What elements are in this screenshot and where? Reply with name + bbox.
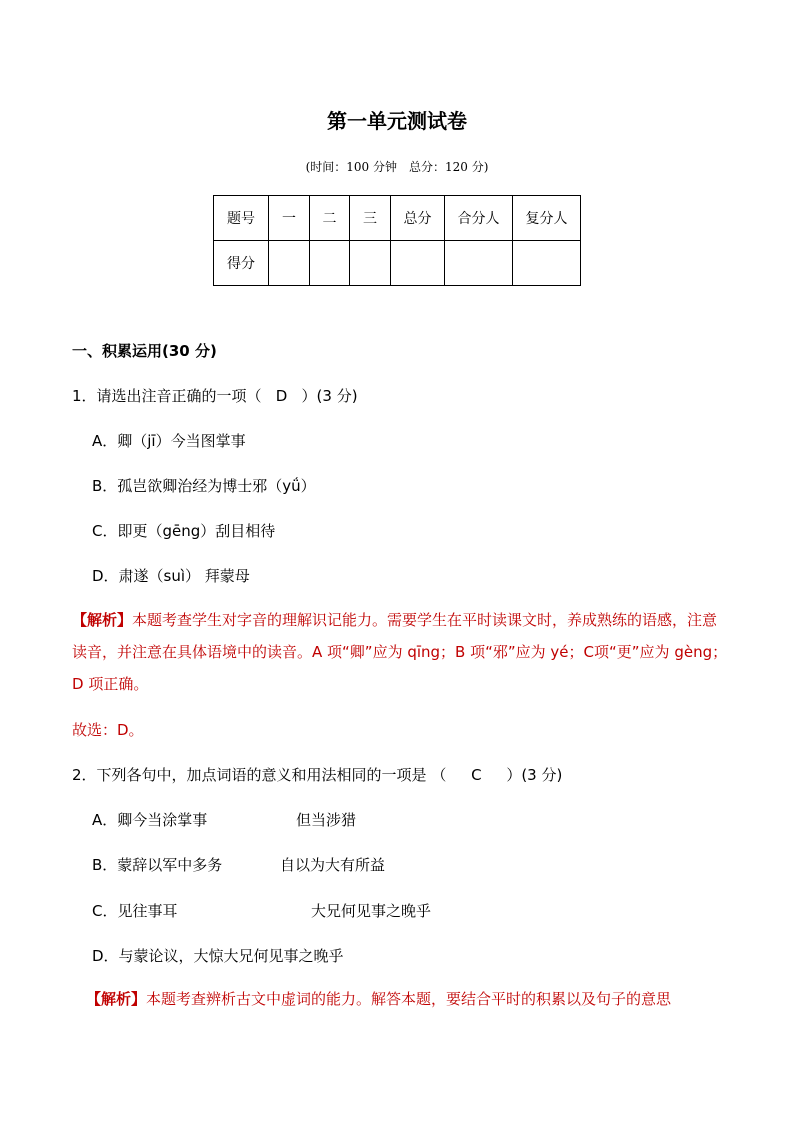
table-cell: 合分人 (445, 196, 513, 241)
analysis-tag: 【解析】 (86, 990, 147, 1008)
option-a: A．卿今当涂掌事 (92, 811, 208, 829)
section-heading: 一、积累运用(30 分) (72, 342, 217, 360)
table-cell: 得分 (214, 241, 269, 286)
table-row (214, 241, 581, 286)
page-title: 第一单元测试卷 (327, 109, 467, 133)
option-a: A．卿（jī）今当图掌事 (92, 432, 246, 450)
answer-text: D (275, 387, 288, 405)
option-b: B．蒙辞以军中多务 (92, 856, 223, 874)
option-c: C．见往事耳 (92, 902, 178, 920)
analysis-block (72, 604, 732, 700)
stem-text: ）(3 分) (506, 766, 563, 784)
table-cell: 复分人 (513, 196, 581, 241)
stem-text: 1．请选出注音正确的一项（ (72, 387, 262, 405)
option-b-compare: 自以为大有所益 (280, 856, 386, 874)
score-cell[interactable] (310, 241, 350, 286)
score-cell[interactable] (269, 241, 310, 286)
table-cell: 三 (350, 196, 391, 241)
answer-text: C (471, 766, 482, 784)
score-cell[interactable] (391, 241, 445, 286)
question-2-stem (72, 764, 562, 785)
table-cell: 总分 (391, 196, 445, 241)
option-b: B．孤岂欲卿治经为博士邪（yǘ） (92, 477, 316, 495)
table-row (214, 196, 581, 241)
analysis-block (86, 988, 671, 1009)
option-c-compare: 大兄何见事之晚乎 (311, 902, 432, 920)
question-1-stem (72, 385, 358, 406)
analysis-tag: 【解析】 (72, 611, 133, 629)
option-a-compare: 但当涉猎 (296, 811, 357, 829)
option-d: D．与蒙论议，大惊大兄何见事之晚乎 (92, 947, 344, 965)
stem-text: ）(3 分) (301, 387, 358, 405)
table-cell: 一 (269, 196, 310, 241)
score-cell[interactable] (513, 241, 581, 286)
score-table (213, 195, 581, 286)
table-cell: 题号 (214, 196, 269, 241)
conclusion: 故选：D。 (72, 721, 144, 739)
score-cell[interactable] (350, 241, 391, 286)
table-cell: 二 (310, 196, 350, 241)
option-c: C．即更（gēng）刮目相待 (92, 522, 276, 540)
exam-info: (时间：100 分钟 总分：120 分) (305, 160, 489, 174)
analysis-text: 本题考查辨析古文中虚词的能力。解答本题，要结合平时的积累以及句子的意思 (146, 990, 672, 1008)
analysis-text: 本题考查学生对字音的理解识记能力。需要学生在平时读课文时，养成熟练的语感，注意读音，并注意在具体语境中的读音。A 项“卿”应为 qīng；B 项“邪”应为 yé；C项“更”应为 gèng；D 项正确。 (72, 611, 728, 693)
option-d: D．肃遂（suì） 拜蒙母 (92, 567, 250, 585)
stem-text: 2．下列各句中，加点词语的意义和用法相同的一项是 （ (72, 766, 447, 784)
score-cell[interactable] (445, 241, 513, 286)
